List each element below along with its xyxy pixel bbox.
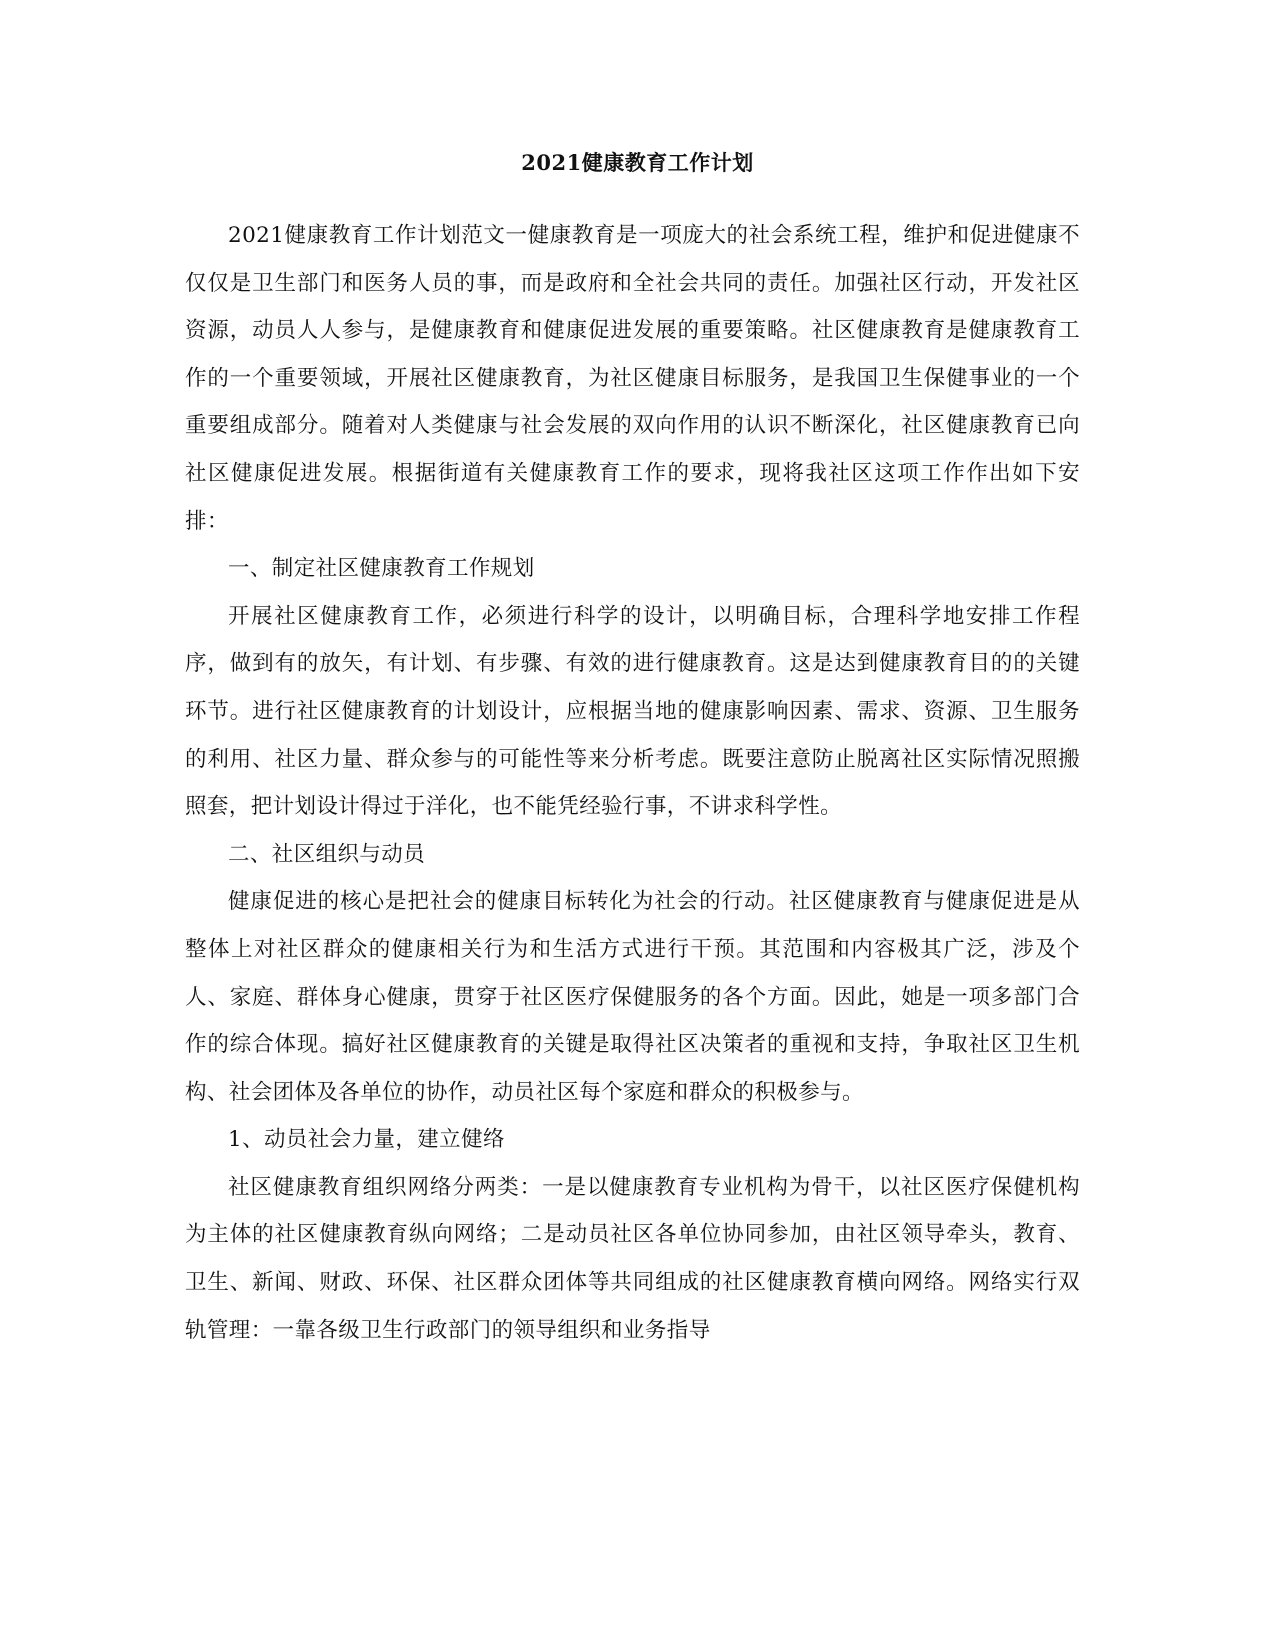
paragraph-intro: 2021健康教育工作计划范文一健康教育是一项庞大的社会系统工程，维护和促进健康不仅仅是卫生部门和医务人员的事，而是政府和全社会共同的责任。加强社区行动，开发社区资源，动员人人参与，是健康教育和健康促进发展的重要策略。社区健康教育是健康教育工作的一个重要领域，开展社区健康教育，为社区健康目标服务，是我国卫生保健事业的一个重要组成部分。随着对人类健康与社会发展的双向作用的认识不断深化，社区健康教育已向社区健康促进发展。根据街道有关健康教育工作的要求，现将我社区这项工作作出如下安排： bbox=[185, 223, 1080, 534]
subsection-heading-1: 1、动员社会力量，建立健络 bbox=[228, 1127, 505, 1153]
document-body bbox=[185, 212, 1080, 1354]
section-heading-1: 一、制定社区健康教育工作规划 bbox=[228, 556, 535, 582]
paragraph-section-2: 健康促进的核心是把社会的健康目标转化为社会的行动。社区健康教育与健康促进是从整体上对社区群众的健康相关行为和生活方式进行干预。其范围和内容极其广泛，涉及个人、家庭、群体身心健康，贯穿于社区医疗保健服务的各个方面。因此，她是一项多部门合作的综合体现。搞好社区健康教育的关键是取得社区决策者的重视和支持，争取社区卫生机构、社会团体及各单位的协作，动员社区每个家庭和群众的积极参与。 bbox=[185, 889, 1080, 1105]
paragraph-section-1: 开展社区健康教育工作，必须进行科学的设计，以明确目标，合理科学地安排工作程序，做到有的放矢，有计划、有步骤、有效的进行健康教育。这是达到健康教育目的的关键环节。进行社区健康教育的计划设计，应根据当地的健康影响因素、需求、资源、卫生服务的利用、社区力量、群众参与的可能性等来分析考虑。既要注意防止脱离社区实际情况照搬照套，把计划设计得过于洋化，也不能凭经验行事，不讲求科学性。 bbox=[185, 603, 1080, 820]
section-heading-2: 二、社区组织与动员 bbox=[228, 841, 426, 867]
document-title: 2021健康教育工作计划 bbox=[521, 150, 754, 175]
paragraph-subsection-1: 社区健康教育组织网络分两类：一是以健康教育专业机构为骨干，以社区医疗保健机构为主体的社区健康教育纵向网络；二是动员社区各单位协同参加，由社区领导牵头，教育、卫生、新闻、财政、环保、社区群众团体等共同组成的社区健康教育横向网络。网络实行双轨管理：一靠各级卫生行政部门的领导组织和业务指导 bbox=[185, 1174, 1080, 1343]
